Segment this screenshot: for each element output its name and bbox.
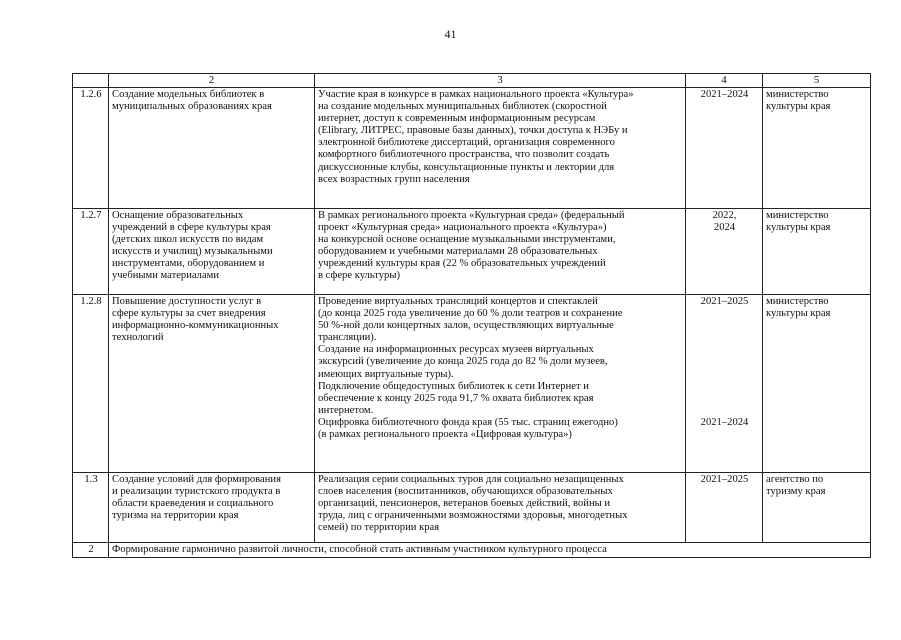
header-cell-4: 4 (686, 74, 763, 88)
row-number: 1.3 (73, 473, 109, 543)
page-number: 41 (444, 27, 457, 41)
section-title: Формирование гармонично развитой личности, способной стать активным участником культурного процесса (109, 543, 871, 558)
header-cell-3: 3 (315, 74, 686, 88)
table-row (73, 473, 871, 543)
row-number: 1.2.7 (73, 209, 109, 295)
plan-table (72, 73, 871, 558)
row-number: 1.2.6 (73, 88, 109, 209)
measure-period: 2021–2025 2021–2024 (686, 295, 763, 473)
measure-description: Проведение виртуальных трансляций концертов и спектаклей (до конца 2025 года увеличение до 60 % доли театров и сохранение 50 %-ной доли концертных залов, осуществляющих виртуальные трансляции). Создание на информационных ресурсах музеев виртуальных экскурсий (увеличение до конца 2025 года до 82 % доли музеев, имеющих виртуальные туры). Подключение общедоступных библиотек к сети Интернет и обеспечение к концу 2025 года 91,7 % охвата библиотек края интернетом. Оцифровка библиотечного фонда края (55 тыс. страниц ежегодно) (в рамках регионального проекта «Цифровая культура») (315, 295, 686, 473)
measure-executor: министерство культуры края (763, 209, 871, 295)
measure-name: Повышение доступности услуг в сфере культуры за счет внедрения информационно-коммуникационных технологий (109, 295, 315, 473)
measure-name: Создание условий для формирования и реализации туристского продукта в области краеведения и социального туризма на территории края (109, 473, 315, 543)
measure-executor: министерство культуры края (763, 295, 871, 473)
header-cell-1 (73, 74, 109, 88)
section-number: 2 (73, 543, 109, 558)
measure-name: Создание модельных библиотек в муниципальных образованиях края (109, 88, 315, 209)
header-cell-5: 5 (763, 74, 871, 88)
table-row (73, 295, 871, 473)
section-row (73, 543, 871, 558)
table-row (73, 88, 871, 209)
measure-description: Участие края в конкурсе в рамках национального проекта «Культура» на создание модельных муниципальных библиотек (скоростной интернет, доступ к современным информационным ресурсам (Elibrary, ЛИТРЕС, правовые базы данных), точки доступа к НЭБу и электронной библиотеке диссертаций, организация современного комфортного библиотечного пространства, что позволит создать дискуссионные клубы, консультационные пункты и лектории для всех возрастных групп населения (315, 88, 686, 209)
table-row (73, 209, 871, 295)
measure-executor: агентство по туризму края (763, 473, 871, 543)
measure-description: В рамках регионального проекта «Культурная среда» (федеральный проект «Культурная среда» национального проекта «Культура») на конкурсной основе оснащение музыкальными инструментами, оборудованием и учебными материалами 28 образовательных учреждений культуры края (22 % образовательных учреждений в сфере культуры) (315, 209, 686, 295)
measure-description: Реализация серии социальных туров для социально незащищенных слоев населения (воспитанников, обучающихся образовательных организаций, пенсионеров, ветеранов боевых действий, войны и труда, лиц с ограниченными возможностями здоровья, многодетных семей) по территории края (315, 473, 686, 543)
measure-executor: министерство культуры края (763, 88, 871, 209)
row-number: 1.2.8 (73, 295, 109, 473)
measure-period: 2021–2024 (686, 88, 763, 209)
measure-period: 2021–2025 (686, 473, 763, 543)
table-header-row (73, 74, 871, 88)
measure-name: Оснащение образовательных учреждений в сфере культуры края (детских школ искусств по видам искусств и училищ) музыкальными инструментами, оборудованием и учебными материалами (109, 209, 315, 295)
digitization-period: 2021–2024 (700, 416, 749, 428)
header-cell-2: 2 (109, 74, 315, 88)
measure-period: 2022, 2024 (686, 209, 763, 295)
